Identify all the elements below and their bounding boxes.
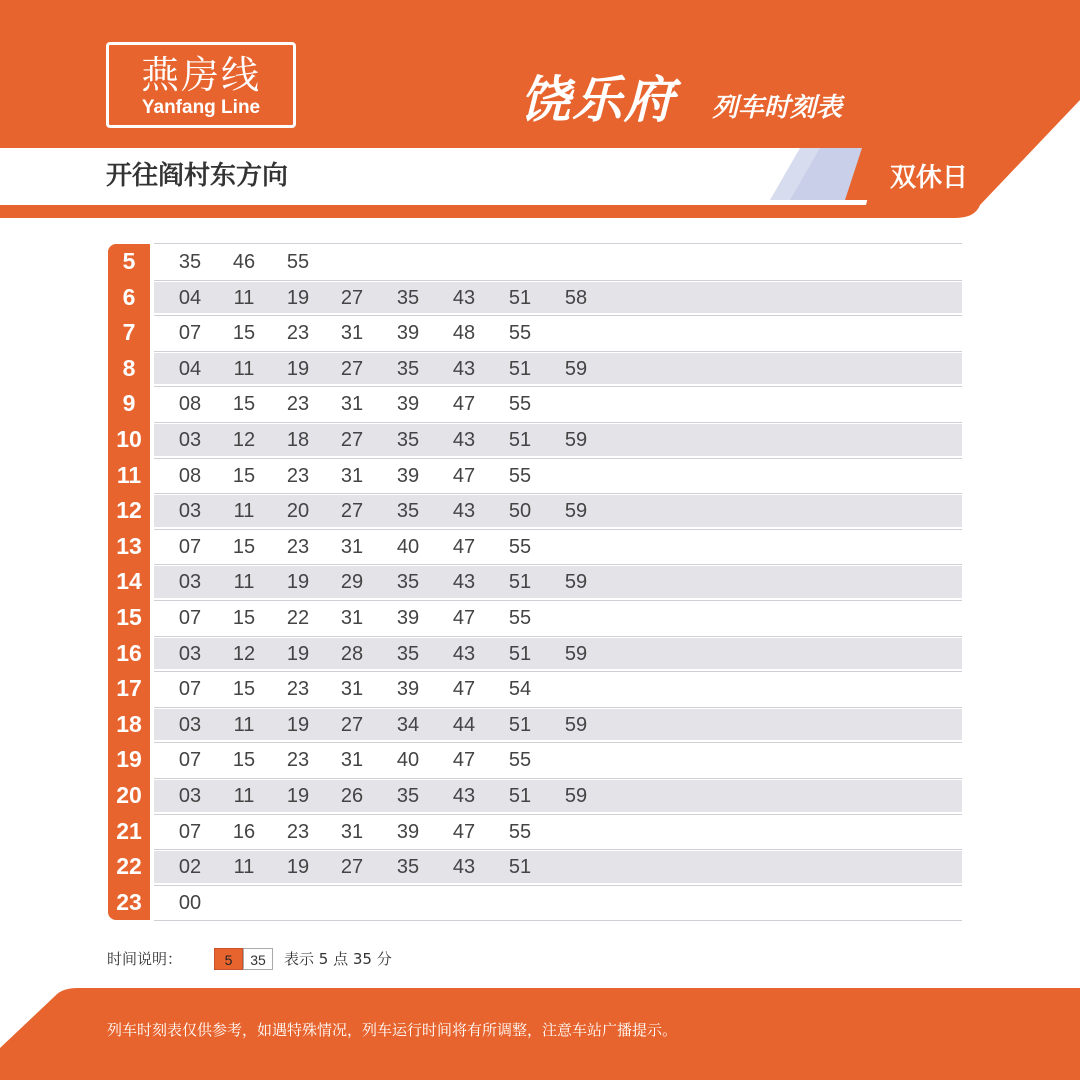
timetable-row bbox=[108, 814, 962, 850]
departure-minute: 03 bbox=[178, 429, 202, 451]
departure-minute: 11 bbox=[233, 357, 255, 380]
departure-minute: 43 bbox=[452, 357, 476, 380]
departure-minute: 11 bbox=[233, 856, 255, 879]
departure-minute: 03 bbox=[178, 500, 202, 523]
hour-label: 16 bbox=[116, 639, 142, 666]
hour-label: 12 bbox=[116, 497, 142, 524]
hour-label: 7 bbox=[122, 319, 136, 346]
departure-minute: 40 bbox=[396, 749, 420, 772]
departure-minute: 15 bbox=[232, 535, 256, 558]
departure-minute: 15 bbox=[232, 607, 256, 629]
timetable-row bbox=[108, 529, 962, 565]
departure-minute: 51 bbox=[508, 357, 532, 380]
departure-minute: 59 bbox=[564, 642, 588, 665]
hour-label: 14 bbox=[116, 568, 142, 595]
timetable-row bbox=[108, 671, 962, 707]
departure-minute: 03 bbox=[178, 571, 202, 594]
departure-minute: 31 bbox=[340, 535, 364, 558]
departure-minute: 19 bbox=[286, 286, 310, 309]
hour-label: 13 bbox=[116, 532, 142, 559]
departure-minute: 27 bbox=[340, 429, 364, 451]
timetable-row bbox=[108, 458, 962, 494]
legend-description: 表示 5 点 35 分 bbox=[284, 950, 392, 968]
departure-minute: 11 bbox=[233, 500, 255, 523]
departure-minute: 03 bbox=[178, 785, 202, 807]
timetable-row bbox=[108, 422, 962, 458]
departure-minute: 59 bbox=[564, 500, 588, 523]
departure-minute: 47 bbox=[452, 464, 476, 487]
departure-minute: 23 bbox=[286, 393, 310, 416]
departure-minute: 55 bbox=[286, 251, 310, 273]
departure-minute: 39 bbox=[396, 607, 420, 629]
departure-minute: 07 bbox=[178, 749, 202, 772]
hour-label: 5 bbox=[122, 248, 136, 274]
departure-minute: 48 bbox=[452, 322, 476, 345]
departure-minute: 27 bbox=[340, 286, 364, 309]
hour-label: 22 bbox=[116, 853, 142, 880]
departure-minute: 19 bbox=[286, 642, 310, 665]
departure-minute: 31 bbox=[340, 607, 364, 629]
timetable-row bbox=[108, 600, 962, 636]
departure-minute: 55 bbox=[508, 393, 532, 416]
legend-label: 时间说明： bbox=[107, 950, 183, 968]
footer-notice: 列车时刻表仅供参考，如遇特殊情况，列车运行时间将有所调整，注意车站广播提示。 bbox=[107, 1021, 678, 1039]
departure-minute: 43 bbox=[452, 785, 476, 807]
departure-minute: 07 bbox=[178, 820, 202, 843]
departure-minute: 55 bbox=[508, 749, 532, 772]
hour-label: 20 bbox=[116, 782, 142, 808]
departure-minute: 08 bbox=[178, 393, 202, 416]
timetable-row bbox=[108, 315, 962, 351]
timetable-row bbox=[108, 636, 962, 672]
departure-minute: 51 bbox=[508, 785, 532, 807]
departure-minute: 08 bbox=[178, 464, 202, 487]
departure-minute: 35 bbox=[178, 251, 202, 273]
hour-label: 17 bbox=[116, 675, 142, 702]
departure-minute: 34 bbox=[396, 713, 420, 736]
departure-minute: 47 bbox=[452, 820, 476, 843]
legend-example-minute: 35 bbox=[243, 948, 273, 970]
row-divider bbox=[154, 920, 962, 921]
departure-minute: 03 bbox=[178, 713, 202, 736]
departure-minute: 11 bbox=[233, 286, 255, 309]
direction-label: 开往阎村东方向 bbox=[106, 161, 289, 191]
departure-minute: 23 bbox=[286, 820, 310, 843]
departure-minute: 47 bbox=[452, 393, 476, 416]
departure-minute: 51 bbox=[508, 571, 532, 594]
departure-minute: 27 bbox=[340, 500, 364, 523]
timetable-row bbox=[108, 564, 962, 600]
departure-minute: 47 bbox=[452, 749, 476, 772]
day-type-label: 双休日 bbox=[890, 163, 969, 193]
station-name: 饶乐府 bbox=[520, 71, 676, 129]
departure-minute: 15 bbox=[232, 464, 256, 487]
departure-minute: 23 bbox=[286, 322, 310, 345]
departure-minute: 51 bbox=[508, 429, 532, 451]
departure-minute: 03 bbox=[178, 642, 202, 665]
departure-minute: 59 bbox=[564, 571, 588, 594]
departure-minute: 46 bbox=[232, 251, 256, 273]
departure-minute: 51 bbox=[508, 856, 532, 879]
departure-minute: 27 bbox=[340, 357, 364, 380]
departure-minute: 55 bbox=[508, 322, 532, 345]
departure-minute: 43 bbox=[452, 642, 476, 665]
departure-minute: 31 bbox=[340, 749, 364, 772]
departure-minute: 15 bbox=[232, 393, 256, 416]
departure-minute: 00 bbox=[178, 891, 202, 914]
departure-minute: 35 bbox=[396, 856, 420, 879]
departure-minute: 59 bbox=[564, 429, 588, 451]
departure-minute: 59 bbox=[564, 713, 588, 736]
hour-label: 10 bbox=[116, 426, 142, 452]
departure-minute: 16 bbox=[232, 820, 256, 843]
departure-minute: 12 bbox=[232, 429, 256, 451]
line-name-en: Yanfang Line bbox=[141, 97, 261, 118]
departure-minute: 22 bbox=[286, 607, 310, 629]
timetable-row bbox=[108, 707, 962, 743]
departure-minute: 19 bbox=[286, 357, 310, 380]
departure-minute: 23 bbox=[286, 678, 310, 701]
departure-minute: 39 bbox=[396, 820, 420, 843]
departure-minute: 29 bbox=[340, 571, 364, 594]
hour-label: 18 bbox=[116, 710, 142, 737]
hour-label: 8 bbox=[122, 354, 136, 381]
timetable-title: 列车时刻表 bbox=[712, 93, 843, 123]
departure-minute: 04 bbox=[178, 357, 202, 380]
departure-minute: 27 bbox=[340, 856, 364, 879]
timetable-row bbox=[108, 351, 962, 387]
departure-minute: 19 bbox=[286, 571, 310, 594]
departure-minute: 51 bbox=[508, 713, 532, 736]
departure-minute: 15 bbox=[232, 322, 256, 345]
departure-minute: 07 bbox=[178, 535, 202, 558]
departure-minute: 28 bbox=[340, 642, 364, 665]
departure-minute: 31 bbox=[340, 820, 364, 843]
departure-minute: 12 bbox=[232, 642, 256, 665]
departure-minute: 43 bbox=[452, 571, 476, 594]
departure-minute: 35 bbox=[396, 286, 420, 309]
departure-minute: 43 bbox=[452, 429, 476, 451]
legend-example-hour: 5 bbox=[214, 948, 243, 970]
hour-label: 19 bbox=[116, 746, 142, 773]
departure-minute: 26 bbox=[340, 785, 364, 807]
departure-minute: 47 bbox=[452, 535, 476, 558]
departure-minute: 23 bbox=[286, 535, 310, 558]
line-name-cn: 燕房线 bbox=[140, 53, 261, 97]
departure-minute: 59 bbox=[564, 357, 588, 380]
timetable-row bbox=[108, 849, 962, 885]
departure-minute: 35 bbox=[396, 642, 420, 665]
departure-minute: 55 bbox=[508, 535, 532, 558]
departure-minute: 31 bbox=[340, 322, 364, 345]
departure-minute: 55 bbox=[508, 464, 532, 487]
timetable-row bbox=[108, 493, 962, 529]
departure-minute: 35 bbox=[396, 429, 420, 451]
departure-minute: 31 bbox=[340, 678, 364, 701]
timetable-row bbox=[108, 778, 962, 814]
departure-minute: 27 bbox=[340, 713, 364, 736]
departure-minute: 39 bbox=[396, 393, 420, 416]
hour-label: 15 bbox=[116, 604, 142, 630]
timetable-row bbox=[108, 280, 962, 316]
departure-minute: 31 bbox=[340, 393, 364, 416]
departure-minute: 31 bbox=[340, 464, 364, 487]
departure-minute: 50 bbox=[508, 500, 532, 523]
departure-minute: 47 bbox=[452, 607, 476, 629]
departure-minute: 07 bbox=[178, 678, 202, 701]
departure-minute: 11 bbox=[233, 713, 255, 736]
departure-minute: 18 bbox=[286, 429, 310, 451]
departure-minute: 54 bbox=[508, 678, 532, 701]
departure-minute: 39 bbox=[396, 322, 420, 345]
departure-minute: 19 bbox=[286, 856, 310, 879]
departure-minute: 04 bbox=[178, 286, 202, 309]
departure-minute: 55 bbox=[508, 820, 532, 843]
departure-minute: 51 bbox=[508, 286, 532, 309]
departure-minute: 07 bbox=[178, 322, 202, 345]
departure-minute: 23 bbox=[286, 749, 310, 772]
hour-label: 9 bbox=[122, 390, 136, 417]
departure-minute: 39 bbox=[396, 678, 420, 701]
departure-minute: 59 bbox=[564, 785, 588, 807]
line-logo bbox=[106, 42, 296, 128]
hour-label: 11 bbox=[116, 461, 142, 488]
departure-minute: 11 bbox=[233, 571, 255, 594]
departure-minute: 47 bbox=[452, 678, 476, 701]
departure-minute: 40 bbox=[396, 535, 420, 558]
departure-minute: 43 bbox=[452, 286, 476, 309]
timetable-row bbox=[108, 742, 962, 778]
departure-minute: 11 bbox=[233, 785, 255, 807]
departure-minute: 55 bbox=[508, 607, 532, 629]
departure-minute: 35 bbox=[396, 357, 420, 380]
hour-label: 6 bbox=[122, 283, 136, 310]
departure-minute: 23 bbox=[286, 464, 310, 487]
hour-label: 21 bbox=[116, 817, 142, 844]
departure-minute: 15 bbox=[232, 749, 256, 772]
departure-minute: 39 bbox=[396, 464, 420, 487]
departure-minute: 07 bbox=[178, 607, 202, 629]
departure-minute: 35 bbox=[396, 785, 420, 807]
departure-minute: 35 bbox=[396, 500, 420, 523]
departure-minute: 15 bbox=[232, 678, 256, 701]
departure-minute: 20 bbox=[286, 500, 310, 523]
departure-minute: 19 bbox=[286, 713, 310, 736]
hour-label: 23 bbox=[116, 888, 142, 915]
departure-minute: 35 bbox=[396, 571, 420, 594]
departure-minute: 51 bbox=[508, 642, 532, 665]
departure-minute: 43 bbox=[452, 500, 476, 523]
departure-minute: 43 bbox=[452, 856, 476, 879]
departure-minute: 19 bbox=[286, 785, 310, 807]
departure-minute: 02 bbox=[178, 856, 202, 879]
departure-minute: 44 bbox=[452, 713, 476, 736]
row-background bbox=[154, 887, 962, 919]
departure-minute: 58 bbox=[564, 286, 588, 309]
timetable-row bbox=[108, 244, 962, 280]
timetable-row bbox=[108, 885, 962, 921]
timetable-row bbox=[108, 386, 962, 422]
header-banner bbox=[0, 0, 1080, 220]
